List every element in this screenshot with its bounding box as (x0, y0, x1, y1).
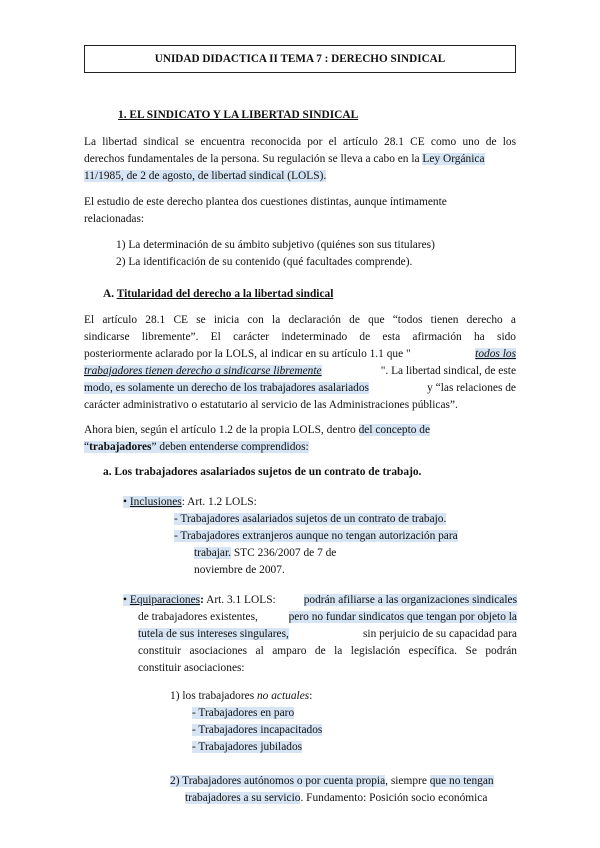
concepto-highlight: del concepto de (358, 424, 431, 436)
no-actuales-line (170, 690, 312, 702)
sa-p2-line-1-text: Ahora bien, según el artículo 1.2 de la propia LOLS, dentro (84, 424, 359, 436)
incapacitados-item: - Trabajadores incapacitados (192, 724, 323, 736)
no-actuales-item-1 (192, 707, 294, 719)
sa-p2-line-2-text: ” deben entenderse comprendidos: (151, 441, 309, 453)
sa-p1-line-1: El artículo 28.1 CE se inicia con la declaración de que “todos tienen derecho a (84, 314, 516, 326)
paro-item: - Trabajadores en paro (192, 707, 295, 719)
eq-line-3-text: sin perjuicio de su capacidad para (362, 628, 517, 640)
stc-reference: STC 236/2007 de 7 de (231, 547, 337, 559)
bullet-icon: • (123, 594, 127, 606)
document-title-box (84, 45, 516, 73)
autonomos-highlight (170, 775, 385, 787)
inclusiones-item-1 (174, 513, 446, 525)
s1-list-item-1: 1) La determinación de su ámbito subjetivo (quiénes son sus titulares) (116, 239, 435, 251)
sa-p2-line-2-highlight (84, 441, 309, 453)
open-quote: “ (84, 441, 90, 453)
eq-line-2-text: de trabajadores existentes, (138, 611, 258, 623)
equiparaciones-ref: Art. 3.1 LOLS: (203, 594, 276, 606)
asalariados-highlight: modo, es solamente un derecho de los trabajadores asalariados (84, 382, 369, 394)
no-actuales-term: no actuales (256, 690, 310, 702)
equiparaciones-line-1 (123, 594, 517, 606)
section-a-heading (103, 288, 333, 300)
trabajar-highlight: trabajar. (194, 547, 231, 559)
equiparaciones-highlight (123, 594, 200, 606)
section-a-title: Titularidad del derecho a la libertad sindical (116, 288, 334, 300)
sa-p2-line-2 (84, 441, 309, 453)
sa-p1-line-3 (84, 348, 516, 360)
s1-p1-line-3 (84, 170, 326, 182)
fundamento-text: . Fundamento: Posición socio económica (300, 792, 488, 804)
inclusiones-item-2-line-3: noviembre de 2007. (194, 564, 285, 576)
sa-p1-line-6: carácter administrativo o estatutario al servicio de las Administraciones públicas”. (84, 399, 458, 411)
document-title: UNIDAD DIDACTICA II TEMA 7 : DERECHO SINDICAL (154, 53, 446, 65)
equiparaciones-lead (123, 594, 276, 606)
sa-p1-line-2: sindicarse libremente”. El carácter indeterminado de esta afirmación ha sido (84, 331, 516, 343)
inclusiones-ref: : Art. 1.2 LOLS: (181, 496, 257, 508)
lols-reference: 11/1985, de 2 de agosto, de libertad sindical (LOLS). (84, 170, 327, 182)
no-actuales-item-2 (192, 724, 322, 736)
inclusiones-item-2-line-2 (194, 547, 336, 559)
s1-p2-line-1: El estudio de este derecho plantea dos cuestiones distintas, aunque íntimamente (84, 196, 447, 208)
ley-organica-link: Ley Orgánica (422, 153, 485, 165)
podran-afiliarse-highlight: podrán afiliarse a las organizaciones sindicales (303, 594, 517, 606)
section-1-paragraph-1 (84, 136, 516, 148)
inclusiones-item-1-text: - Trabajadores asalariados sujetos de un contrato de trabajo. (174, 513, 447, 525)
sa-p1-line-4 (84, 365, 516, 377)
no-actuales-colon: : (309, 690, 313, 702)
inclusiones-label: Inclusiones (129, 496, 182, 508)
que-no-tengan-highlight: que no tengan (429, 775, 494, 787)
no-actuales-item-3 (192, 741, 302, 753)
autonomos-line-1 (170, 775, 494, 787)
equiparaciones-line-3 (138, 628, 517, 640)
equiparaciones-line-5: constituir asociaciones: (138, 662, 245, 674)
section-1-heading: 1. EL SINDICATO Y LA LIBERTAD SINDICAL (118, 109, 359, 121)
sa-p2-line-1 (84, 424, 430, 436)
sa-p1-line-5-text: y “las relaciones de (427, 382, 516, 394)
s1-p1-line-2 (84, 153, 485, 165)
equiparaciones-colon: : (200, 594, 204, 606)
lols-quote-end: trabajadores tienen derecho a sindicarse libremente (84, 365, 322, 377)
a-su-servicio-highlight: trabajadores a su servicio (185, 792, 301, 804)
inclusiones-line (123, 496, 257, 508)
no-fundar-highlight: pero no fundar sindicatos que tengan por objeto la (288, 611, 517, 623)
bullet-icon: • (123, 496, 127, 508)
jubilados-item: - Trabajadores jubilados (192, 741, 303, 753)
sa-p1-line-4-text: ". La libertad sindical, de este (380, 365, 516, 377)
sa-p1-line-3-text: posteriormente aclarado por la LOLS, al indicar en su artículo 1.1 que " (84, 348, 411, 360)
no-actuales-prefix: 1) los trabajadores (170, 690, 257, 702)
autonomos-term: Trabajadores autónomos o por cuenta propia (182, 775, 386, 787)
s1-list-item-2: 2) La identificación de su contenido (qué facultades comprende). (116, 256, 413, 268)
sa-p1-line-5 (84, 382, 516, 394)
inclusiones-highlight (123, 496, 182, 508)
s1-p1-line-2-text: derechos fundamentales de la persona. Su regulación se lleva a cabo en la (84, 153, 423, 165)
tutela-highlight: tutela de sus intereses singulares, (138, 628, 289, 640)
equiparaciones-label: Equiparaciones (129, 594, 201, 606)
autonomos-num: 2) (170, 775, 183, 787)
autonomos-siempre: , siempre (385, 775, 430, 787)
equiparaciones-line-2 (138, 611, 517, 623)
inclusiones-item-2-line-1 (174, 530, 458, 542)
s1-p1-line-1: La libertad sindical se encuentra reconocida por el artículo 28.1 CE como uno de los (84, 136, 516, 148)
section-a-prefix: A. (103, 288, 117, 300)
equiparaciones-line-4: constituir asociaciones al amparo de la legislación específica. Se podrán (138, 645, 517, 657)
trabajadores-term: trabajadores (89, 441, 152, 453)
s1-p2-line-2: relacionadas: (84, 213, 145, 225)
inclusiones-item-2-text: - Trabajadores extranjeros aunque no tengan autorización para (174, 530, 458, 542)
lols-quote-start: todos los (475, 348, 516, 360)
subsection-a-heading: a. Los trabajadores asalariados sujetos de un contrato de trabajo. (103, 466, 422, 478)
autonomos-line-2 (185, 792, 487, 804)
